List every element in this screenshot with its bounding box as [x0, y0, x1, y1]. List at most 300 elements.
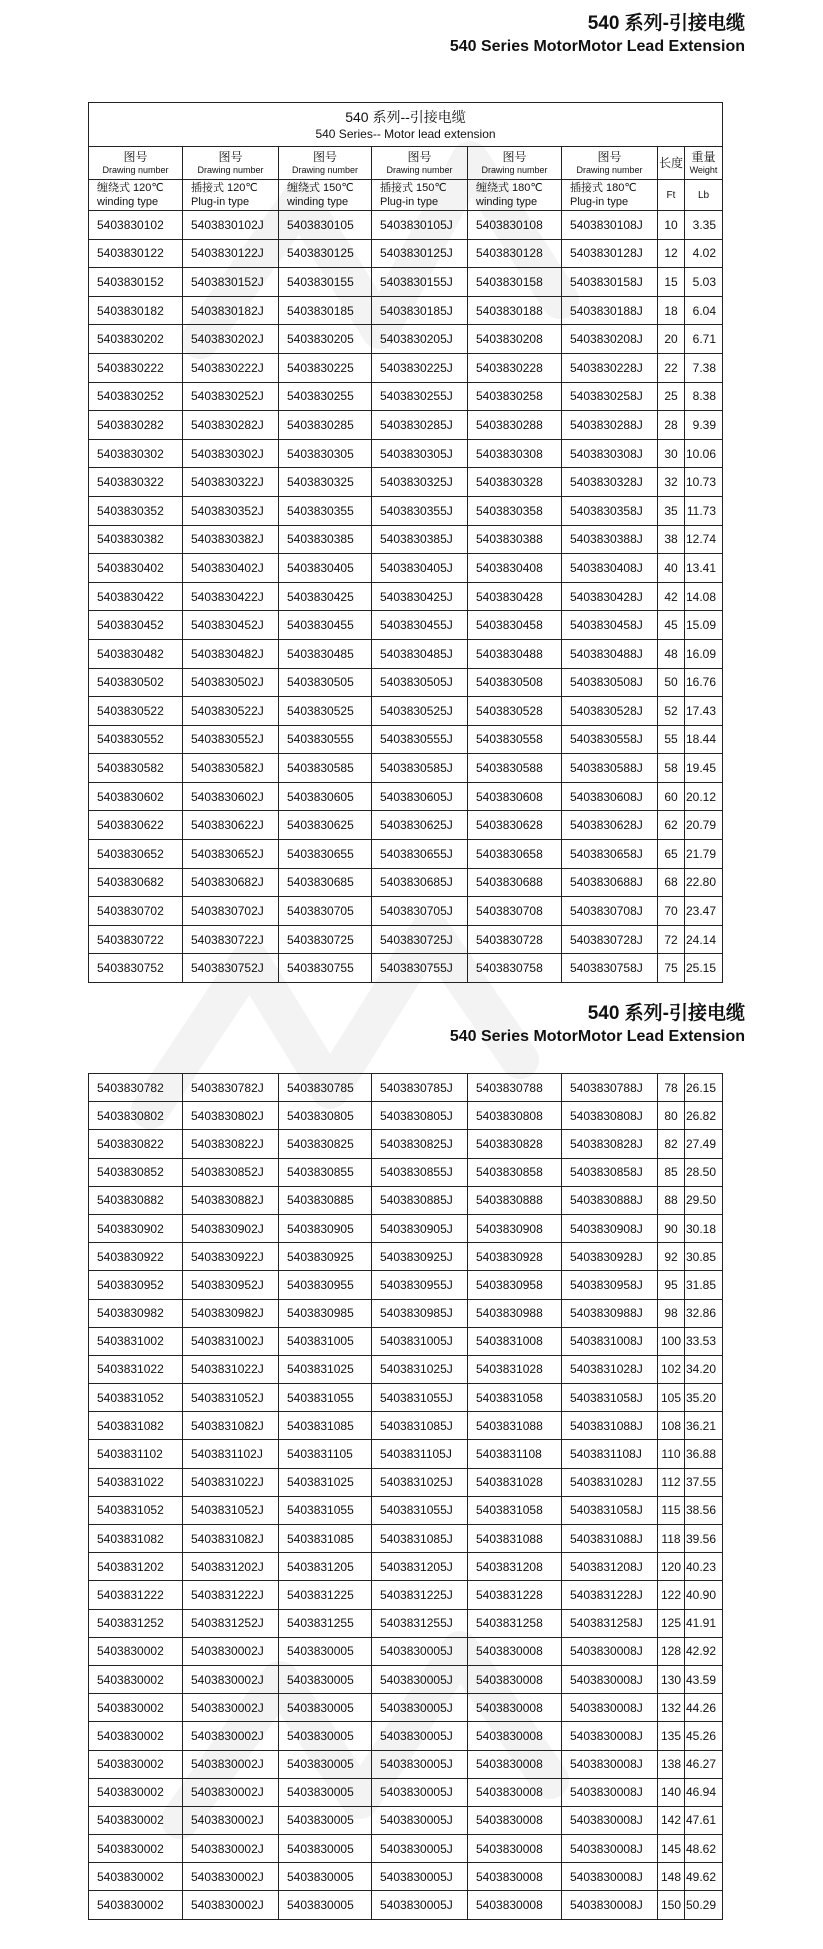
- weight-cell: 10.06: [685, 439, 723, 468]
- weight-cell: 32.86: [685, 1299, 723, 1327]
- drawing-number-cell: 5403830005J: [372, 1750, 468, 1778]
- drawing-number-cell: 5403830425J: [372, 582, 468, 611]
- drawing-number-cell: 5403830805: [279, 1102, 372, 1130]
- drawing-number-cell: 5403830682J: [183, 868, 279, 897]
- drawing-number-cell: 5403830002J: [183, 1806, 279, 1834]
- table-row: [89, 925, 723, 954]
- drawing-number-cell: 5403830105: [279, 211, 372, 240]
- drawing-number-cell: 5403830785: [279, 1074, 372, 1102]
- table-row: [89, 1468, 723, 1496]
- drawing-number-cell: 5403830005J: [372, 1835, 468, 1863]
- drawing-number-cell: 5403830552: [89, 725, 183, 754]
- length-unit: Ft: [658, 180, 685, 211]
- drawing-number-cell: 5403830808: [468, 1102, 562, 1130]
- weight-cell: 33.53: [685, 1327, 723, 1355]
- drawing-number-cell: 5403830582J: [183, 754, 279, 783]
- drawing-number-cell: 5403830658: [468, 840, 562, 869]
- length-cell: 125: [658, 1609, 685, 1637]
- length-cell: 52: [658, 697, 685, 726]
- drawing-number-cell: 5403830005: [279, 1863, 372, 1891]
- weight-cell: 14.08: [685, 582, 723, 611]
- drawing-number-cell: 5403830002: [89, 1891, 183, 1919]
- drawing-number-cell: 5403830225J: [372, 353, 468, 382]
- drawing-number-cell: 5403830002: [89, 1665, 183, 1693]
- table-row: [89, 754, 723, 783]
- drawing-number-cell: 5403831058: [468, 1384, 562, 1412]
- drawing-number-cell: 5403830428: [468, 582, 562, 611]
- table-row: [89, 1384, 723, 1412]
- table-row: [89, 239, 723, 268]
- table-row: [89, 611, 723, 640]
- drawing-number-cell: 5403830588J: [562, 754, 658, 783]
- drawing-number-cell: 5403830355: [279, 496, 372, 525]
- table-row: [89, 1412, 723, 1440]
- drawing-number-cell: 5403831022: [89, 1468, 183, 1496]
- drawing-number-cell: 5403830508J: [562, 668, 658, 697]
- drawing-number-cell: 5403830655J: [372, 840, 468, 869]
- drawing-number-cell: 5403830382: [89, 525, 183, 554]
- drawing-number-cell: 5403831008J: [562, 1327, 658, 1355]
- drawing-number-cell: 5403830152J: [183, 268, 279, 297]
- weight-cell: 47.61: [685, 1806, 723, 1834]
- drawing-number-cell: 5403830482J: [183, 639, 279, 668]
- drawing-number-cell: 5403831208J: [562, 1553, 658, 1581]
- drawing-number-cell: 5403831082J: [183, 1525, 279, 1553]
- drawing-number-cell: 5403830102J: [183, 211, 279, 240]
- length-cell: 50: [658, 668, 685, 697]
- drawing-number-cell: 5403830405J: [372, 554, 468, 583]
- drawing-number-cell: 5403830002J: [183, 1694, 279, 1722]
- drawing-number-cell: 5403830185: [279, 296, 372, 325]
- table-row: [89, 411, 723, 440]
- weight-cell: 15.09: [685, 611, 723, 640]
- section-heading-1: [450, 12, 745, 58]
- drawing-number-cell: 5403831102: [89, 1440, 183, 1468]
- length-cell: 42: [658, 582, 685, 611]
- table-row: [89, 1553, 723, 1581]
- weight-unit: Lb: [685, 180, 723, 211]
- drawing-number-cell: 5403830002J: [183, 1637, 279, 1665]
- drawing-number-cell: 5403830652: [89, 840, 183, 869]
- drawing-number-cell: 5403830752: [89, 954, 183, 983]
- drawing-number-cell: 5403831082: [89, 1525, 183, 1553]
- drawing-number-cell: 5403830405: [279, 554, 372, 583]
- heading-en: 540 Series MotorMotor Lead Extension: [449, 1028, 745, 1045]
- drawing-number-cell: 5403830628: [468, 811, 562, 840]
- length-cell: 98: [658, 1299, 685, 1327]
- length-cell: 28: [658, 411, 685, 440]
- drawing-number-cell: 5403830925: [279, 1243, 372, 1271]
- drawing-number-cell: 5403830325J: [372, 468, 468, 497]
- drawing-number-cell: 5403830002J: [183, 1835, 279, 1863]
- length-cell: 135: [658, 1722, 685, 1750]
- drawing-number-cell: 5403831225: [279, 1581, 372, 1609]
- table-row: [89, 1863, 723, 1891]
- drawing-number-cell: 5403830188: [468, 296, 562, 325]
- length-cell: 88: [658, 1186, 685, 1214]
- drawing-number-cell: 5403830528: [468, 697, 562, 726]
- weight-cell: 36.88: [685, 1440, 723, 1468]
- length-cell: 72: [658, 925, 685, 954]
- length-cell: 60: [658, 782, 685, 811]
- weight-cell: 26.82: [685, 1102, 723, 1130]
- drawing-number-cell: 5403830655: [279, 840, 372, 869]
- drawing-number-cell: 5403830608J: [562, 782, 658, 811]
- drawing-number-cell: 5403831025J: [372, 1355, 468, 1383]
- weight-cell: 19.45: [685, 754, 723, 783]
- weight-cell: 37.55: [685, 1468, 723, 1496]
- weight-cell: 16.76: [685, 668, 723, 697]
- table-row: [89, 782, 723, 811]
- weight-cell: 38.56: [685, 1496, 723, 1524]
- weight-cell: 8.38: [685, 382, 723, 411]
- drawing-number-cell: 5403831202: [89, 1553, 183, 1581]
- drawing-number-cell: 5403831208: [468, 1553, 562, 1581]
- drawing-number-cell: 5403831055J: [372, 1384, 468, 1412]
- drawing-number-cell: 5403830005: [279, 1750, 372, 1778]
- table-row: [89, 1496, 723, 1524]
- drawing-number-cell: 5403830608: [468, 782, 562, 811]
- table-row: [89, 496, 723, 525]
- drawing-number-cell: 5403830255: [279, 382, 372, 411]
- drawing-number-cell: 5403830502J: [183, 668, 279, 697]
- drawing-number-cell: 5403830008: [468, 1722, 562, 1750]
- drawing-number-cell: 5403830702: [89, 897, 183, 926]
- length-cell: 142: [658, 1806, 685, 1834]
- length-cell: 120: [658, 1553, 685, 1581]
- drawing-number-cell: 5403831222: [89, 1581, 183, 1609]
- drawing-number-cell: 5403830488J: [562, 639, 658, 668]
- table-row: [89, 725, 723, 754]
- drawing-number-cell: 5403830288J: [562, 411, 658, 440]
- drawing-number-cell: 5403830385: [279, 525, 372, 554]
- drawing-number-cell: 5403830988J: [562, 1299, 658, 1327]
- drawing-number-cell: 5403831205: [279, 1553, 372, 1581]
- drawing-number-cell: 5403831105J: [372, 1440, 468, 1468]
- weight-cell: 36.21: [685, 1412, 723, 1440]
- weight-cell: 23.47: [685, 897, 723, 926]
- drawing-number-cell: 5403830752J: [183, 954, 279, 983]
- drawing-number-cell: 5403831058: [468, 1496, 562, 1524]
- drawing-number-cell: 5403830208J: [562, 325, 658, 354]
- table-row: [89, 582, 723, 611]
- drawing-number-cell: 5403830685: [279, 868, 372, 897]
- drawing-number-cell: 5403830952: [89, 1271, 183, 1299]
- length-cell: 100: [658, 1327, 685, 1355]
- table-row: [89, 1102, 723, 1130]
- drawing-number-cell: 5403830805J: [372, 1102, 468, 1130]
- drawing-number-cell: 5403831085J: [372, 1412, 468, 1440]
- drawing-number-cell: 5403830308J: [562, 439, 658, 468]
- drawing-number-cell: 5403831052J: [183, 1384, 279, 1412]
- drawing-number-cell: 5403830358: [468, 496, 562, 525]
- table-row: [89, 1327, 723, 1355]
- heading-en: 540 Series MotorMotor Lead Extension: [449, 38, 745, 55]
- drawing-number-cell: 5403830008J: [562, 1778, 658, 1806]
- weight-cell: 3.35: [685, 211, 723, 240]
- length-cell: 85: [658, 1158, 685, 1186]
- drawing-number-cell: 5403830385J: [372, 525, 468, 554]
- drawing-number-cell: 5403830605J: [372, 782, 468, 811]
- drawing-number-cell: 5403830628J: [562, 811, 658, 840]
- drawing-number-cell: 5403830802J: [183, 1102, 279, 1130]
- drawing-number-cell: 5403830585J: [372, 754, 468, 783]
- drawing-number-cell: 5403831058J: [562, 1384, 658, 1412]
- table-row: [89, 1665, 723, 1693]
- drawing-number-cell: 5403830008J: [562, 1863, 658, 1891]
- length-cell: 82: [658, 1130, 685, 1158]
- drawing-number-cell: 5403830108: [468, 211, 562, 240]
- table-row: [89, 1074, 723, 1102]
- drawing-number-cell: 5403830588: [468, 754, 562, 783]
- drawing-number-cell: 5403831022: [89, 1355, 183, 1383]
- drawing-number-cell: 5403830102: [89, 211, 183, 240]
- drawing-number-cell: 5403830382J: [183, 525, 279, 554]
- drawing-number-cell: 5403830505J: [372, 668, 468, 697]
- drawing-number-cell: 5403830522: [89, 697, 183, 726]
- length-cell: 55: [658, 725, 685, 754]
- col-header-1: 图号 Drawing number: [89, 147, 183, 180]
- table-row: [89, 1440, 723, 1468]
- drawing-number-cell: 5403831202J: [183, 1553, 279, 1581]
- weight-cell: 7.38: [685, 353, 723, 382]
- drawing-number-cell: 5403830208: [468, 325, 562, 354]
- drawing-number-cell: 5403830505: [279, 668, 372, 697]
- table-row: [89, 1158, 723, 1186]
- drawing-number-cell: 5403830258J: [562, 382, 658, 411]
- drawing-number-cell: 5403830002J: [183, 1863, 279, 1891]
- drawing-number-cell: 5403831258: [468, 1609, 562, 1637]
- length-cell: 65: [658, 840, 685, 869]
- drawing-number-cell: 5403830152: [89, 268, 183, 297]
- col-header-2: 图号 Drawing number: [183, 147, 279, 180]
- drawing-number-cell: 5403830005J: [372, 1891, 468, 1919]
- drawing-number-cell: 5403830408J: [562, 554, 658, 583]
- length-cell: 38: [658, 525, 685, 554]
- length-cell: 75: [658, 954, 685, 983]
- length-cell: 122: [658, 1581, 685, 1609]
- drawing-number-cell: 5403831088J: [562, 1525, 658, 1553]
- table-title-cn: 540 系列--引接电缆: [345, 108, 466, 125]
- drawing-number-cell: 5403830685J: [372, 868, 468, 897]
- weight-cell: 49.62: [685, 1863, 723, 1891]
- weight-cell: 16.09: [685, 639, 723, 668]
- weight-cell: 5.03: [685, 268, 723, 297]
- weight-cell: 28.50: [685, 1158, 723, 1186]
- drawing-number-cell: 5403830008: [468, 1694, 562, 1722]
- drawing-number-cell: 5403830625J: [372, 811, 468, 840]
- drawing-number-cell: 5403830625: [279, 811, 372, 840]
- weight-cell: 46.94: [685, 1778, 723, 1806]
- drawing-number-cell: 5403830002J: [183, 1778, 279, 1806]
- drawing-number-cell: 5403830005: [279, 1806, 372, 1834]
- length-cell: 22: [658, 353, 685, 382]
- weight-cell: 4.02: [685, 239, 723, 268]
- table-row: [89, 439, 723, 468]
- drawing-number-cell: 5403830005J: [372, 1694, 468, 1722]
- drawing-number-cell: 5403830455J: [372, 611, 468, 640]
- length-cell: 112: [658, 1468, 685, 1496]
- length-cell: 80: [658, 1102, 685, 1130]
- length-cell: 90: [658, 1214, 685, 1242]
- length-cell: 45: [658, 611, 685, 640]
- drawing-number-cell: 5403830182J: [183, 296, 279, 325]
- drawing-number-cell: 5403830852: [89, 1158, 183, 1186]
- drawing-number-cell: 5403830228J: [562, 353, 658, 382]
- drawing-number-cell: 5403830225: [279, 353, 372, 382]
- type-label-6: 插接式 180℃ Plug-in type: [562, 180, 658, 211]
- drawing-number-cell: 5403830125: [279, 239, 372, 268]
- drawing-number-cell: 5403830852J: [183, 1158, 279, 1186]
- drawing-number-cell: 5403831022J: [183, 1355, 279, 1383]
- table-row: [89, 1609, 723, 1637]
- drawing-number-cell: 5403830285J: [372, 411, 468, 440]
- table-row: [89, 1214, 723, 1242]
- table-row: [89, 382, 723, 411]
- table-row: [89, 840, 723, 869]
- drawing-number-cell: 5403830822: [89, 1130, 183, 1158]
- drawing-number-cell: 5403830452: [89, 611, 183, 640]
- drawing-number-cell: 5403830788: [468, 1074, 562, 1102]
- drawing-number-cell: 5403830702J: [183, 897, 279, 926]
- drawing-number-cell: 5403830302J: [183, 439, 279, 468]
- drawing-number-cell: 5403830005: [279, 1665, 372, 1693]
- length-cell: 30: [658, 439, 685, 468]
- drawing-number-cell: 5403830908: [468, 1214, 562, 1242]
- drawing-number-cell: 5403830725J: [372, 925, 468, 954]
- drawing-number-cell: 5403830008J: [562, 1694, 658, 1722]
- drawing-number-cell: 5403830005: [279, 1722, 372, 1750]
- drawing-number-cell: 5403831022J: [183, 1468, 279, 1496]
- drawing-number-cell: 5403830355J: [372, 496, 468, 525]
- drawing-number-cell: 5403830985: [279, 1299, 372, 1327]
- drawing-number-cell: 5403830882: [89, 1186, 183, 1214]
- drawing-number-cell: 5403831102J: [183, 1440, 279, 1468]
- drawing-number-cell: 5403830402J: [183, 554, 279, 583]
- drawing-number-cell: 5403830222: [89, 353, 183, 382]
- table-row: [89, 1694, 723, 1722]
- table-row: [89, 1355, 723, 1383]
- weight-cell: 29.50: [685, 1186, 723, 1214]
- drawing-number-cell: 5403830708J: [562, 897, 658, 926]
- drawing-number-cell: 5403830922: [89, 1243, 183, 1271]
- weight-header: 重量 Weight: [685, 147, 723, 180]
- drawing-number-cell: 5403830005J: [372, 1806, 468, 1834]
- table-body-1: [89, 211, 723, 983]
- drawing-number-cell: 5403831025J: [372, 1468, 468, 1496]
- drawing-number-cell: 5403830008: [468, 1835, 562, 1863]
- weight-cell: 10.73: [685, 468, 723, 497]
- drawing-number-cell: 5403830002: [89, 1694, 183, 1722]
- drawing-number-cell: 5403830008: [468, 1806, 562, 1834]
- drawing-number-cell: 5403830008J: [562, 1722, 658, 1750]
- weight-cell: 43.59: [685, 1665, 723, 1693]
- weight-cell: 46.27: [685, 1750, 723, 1778]
- drawing-number-cell: 5403831028J: [562, 1468, 658, 1496]
- weight-cell: 27.49: [685, 1130, 723, 1158]
- weight-cell: 34.20: [685, 1355, 723, 1383]
- drawing-number-cell: 5403831052: [89, 1496, 183, 1524]
- drawing-number-cell: 5403830002: [89, 1637, 183, 1665]
- drawing-number-cell: 5403830558: [468, 725, 562, 754]
- drawing-number-cell: 5403830688: [468, 868, 562, 897]
- table-row: [89, 1891, 723, 1919]
- table-row: [89, 897, 723, 926]
- drawing-number-cell: 5403830002J: [183, 1665, 279, 1693]
- heading-cn: 540 系列-引接电缆: [587, 13, 745, 34]
- table-body-2: [89, 1074, 723, 1920]
- drawing-number-cell: 5403830358J: [562, 496, 658, 525]
- table-row: [89, 1750, 723, 1778]
- weight-cell: 48.62: [685, 1835, 723, 1863]
- drawing-number-cell: 5403830905: [279, 1214, 372, 1242]
- drawing-number-cell: 5403830002: [89, 1722, 183, 1750]
- drawing-number-cell: 5403830105J: [372, 211, 468, 240]
- drawing-number-cell: 5403830508: [468, 668, 562, 697]
- length-cell: 70: [658, 897, 685, 926]
- table-row: [89, 353, 723, 382]
- drawing-number-cell: 5403831058J: [562, 1496, 658, 1524]
- table-row: [89, 668, 723, 697]
- drawing-number-cell: 5403830782: [89, 1074, 183, 1102]
- length-cell: 128: [658, 1637, 685, 1665]
- drawing-number-cell: 5403830522J: [183, 697, 279, 726]
- drawing-number-cell: 5403830808J: [562, 1102, 658, 1130]
- drawing-number-cell: 5403830888J: [562, 1186, 658, 1214]
- drawing-number-cell: 5403830622J: [183, 811, 279, 840]
- weight-cell: 12.74: [685, 525, 723, 554]
- drawing-number-cell: 5403831088J: [562, 1412, 658, 1440]
- drawing-number-cell: 5403830202: [89, 325, 183, 354]
- drawing-number-cell: 5403830322J: [183, 468, 279, 497]
- table-row: [89, 954, 723, 983]
- length-cell: 40: [658, 554, 685, 583]
- table-row: [89, 1778, 723, 1806]
- length-cell: 48: [658, 639, 685, 668]
- table-row: [89, 554, 723, 583]
- drawing-number-cell: 5403830185J: [372, 296, 468, 325]
- drawing-number-cell: 5403830008J: [562, 1665, 658, 1693]
- weight-cell: 41.91: [685, 1609, 723, 1637]
- drawing-number-cell: 5403831258J: [562, 1609, 658, 1637]
- weight-cell: 40.23: [685, 1553, 723, 1581]
- drawing-number-cell: 5403830002: [89, 1806, 183, 1834]
- drawing-number-cell: 5403830008J: [562, 1806, 658, 1834]
- drawing-number-cell: 5403831088: [468, 1525, 562, 1553]
- drawing-number-cell: 5403830555: [279, 725, 372, 754]
- weight-cell: 44.26: [685, 1694, 723, 1722]
- table-row: [89, 268, 723, 297]
- drawing-number-cell: 5403830008J: [562, 1835, 658, 1863]
- table-row: [89, 1186, 723, 1214]
- length-cell: 130: [658, 1665, 685, 1693]
- drawing-number-cell: 5403830402: [89, 554, 183, 583]
- length-cell: 108: [658, 1412, 685, 1440]
- drawing-number-cell: 5403830525J: [372, 697, 468, 726]
- drawing-number-cell: 5403830282: [89, 411, 183, 440]
- drawing-number-cell: 5403830955J: [372, 1271, 468, 1299]
- drawing-number-cell: 5403830002: [89, 1863, 183, 1891]
- drawing-number-cell: 5403830302: [89, 439, 183, 468]
- length-cell: 145: [658, 1835, 685, 1863]
- type-label-2: 插接式 120℃ Plug-in type: [183, 180, 279, 211]
- drawing-number-cell: 5403830005J: [372, 1863, 468, 1891]
- length-cell: 115: [658, 1496, 685, 1524]
- length-cell: 138: [658, 1750, 685, 1778]
- drawing-number-cell: 5403830928: [468, 1243, 562, 1271]
- drawing-number-cell: 5403830008: [468, 1891, 562, 1919]
- drawing-number-cell: 5403831008: [468, 1327, 562, 1355]
